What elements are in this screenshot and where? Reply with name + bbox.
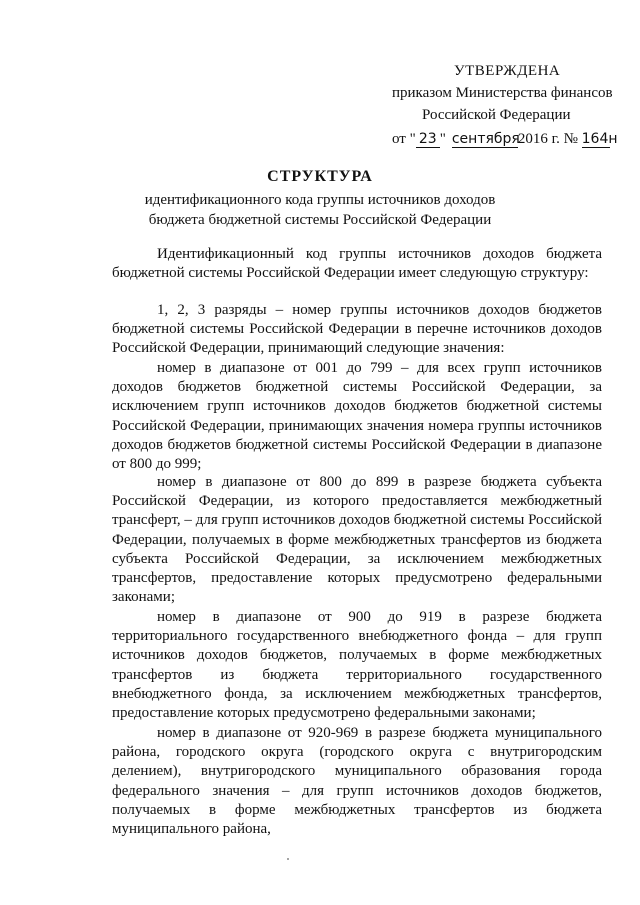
approval-date-line: [388, 128, 618, 150]
handwritten-order-number: 164н: [581, 131, 618, 147]
date-prefix: от ": [392, 131, 416, 147]
paragraph-range-900-919: номер в диапазоне от 900 до 919 в разрезе бюджета территориального государственного внебюджетного фонда – для групп источников доходов бюджетов, получаемых в форме межбюджетных трансфертов из бюджета территориального государственного внебюджетного фонда, за исключением межбюджетных трансфертов, предоставление которых предусмотрено федеральными законами;: [112, 609, 602, 722]
paragraph-range-001-799: номер в диапазоне от 001 до 799 – для всех групп источников доходов бюджетов бюджетной системы Российской Федерации, за исключением групп источников доходов бюджетов бюджетной системы Российской Федерации, принимающих значения номера группы источников доходов бюджетов бюджетной системы Российской Федерации в диапазоне от 800 до 999;: [112, 360, 602, 473]
document-title: СТРУКТУРА: [267, 168, 373, 185]
approval-order-line: приказом Министерства финансов: [392, 85, 613, 101]
approval-country-line: Российской Федерации: [422, 107, 571, 123]
paragraph-range-800-899: номер в диапазоне от 800 до 899 в разрезе бюджета субъекта Российской Федерации, из которого предоставляется межбюджетный трансферт, – для групп источников доходов бюджетной системы Российской Федерации, получаемых в форме межбюджетных трансфертов из бюджета субъекта Российской Федерации, за исключением межбюджетных трансфертов, предоставление которых предусмотрено федеральными законами;: [112, 474, 602, 606]
approval-block: [388, 60, 618, 150]
date-year-part: 2016 г. №: [517, 131, 578, 147]
paragraph-digits-1-3: 1, 2, 3 разряды – номер группы источников доходов бюджетов бюджетной системы Российской Федерации в перечне источников доходов Российской Федерации, принимающий следующие значения:: [112, 302, 602, 357]
approval-title: УТВЕРЖДЕНА: [454, 63, 561, 79]
handwritten-month: сентября: [451, 131, 520, 147]
scan-speck: [287, 858, 289, 860]
document-subtitle-line1: идентификационного кода группы источников доходов: [144, 192, 496, 208]
handwritten-day: 23: [416, 131, 440, 148]
paragraph-range-920-969: номер в диапазоне от 920-969 в разрезе бюджета муниципального района, городского округа (городского округа с внутригородским делением), внутригородского муниципального образования города федерального значения – для групп источников доходов бюджетов, получаемых в форме межбюджетных трансфертов из бюджета муниципального района,: [112, 725, 602, 838]
paragraph-intro: Идентификационный код группы источников доходов бюджета бюджетной системы Российской Федерации имеет следующую структуру:: [112, 246, 602, 282]
document-subtitle-line2: бюджета бюджетной системы Российской Федерации: [148, 212, 492, 228]
date-quote-close: ": [439, 131, 446, 147]
